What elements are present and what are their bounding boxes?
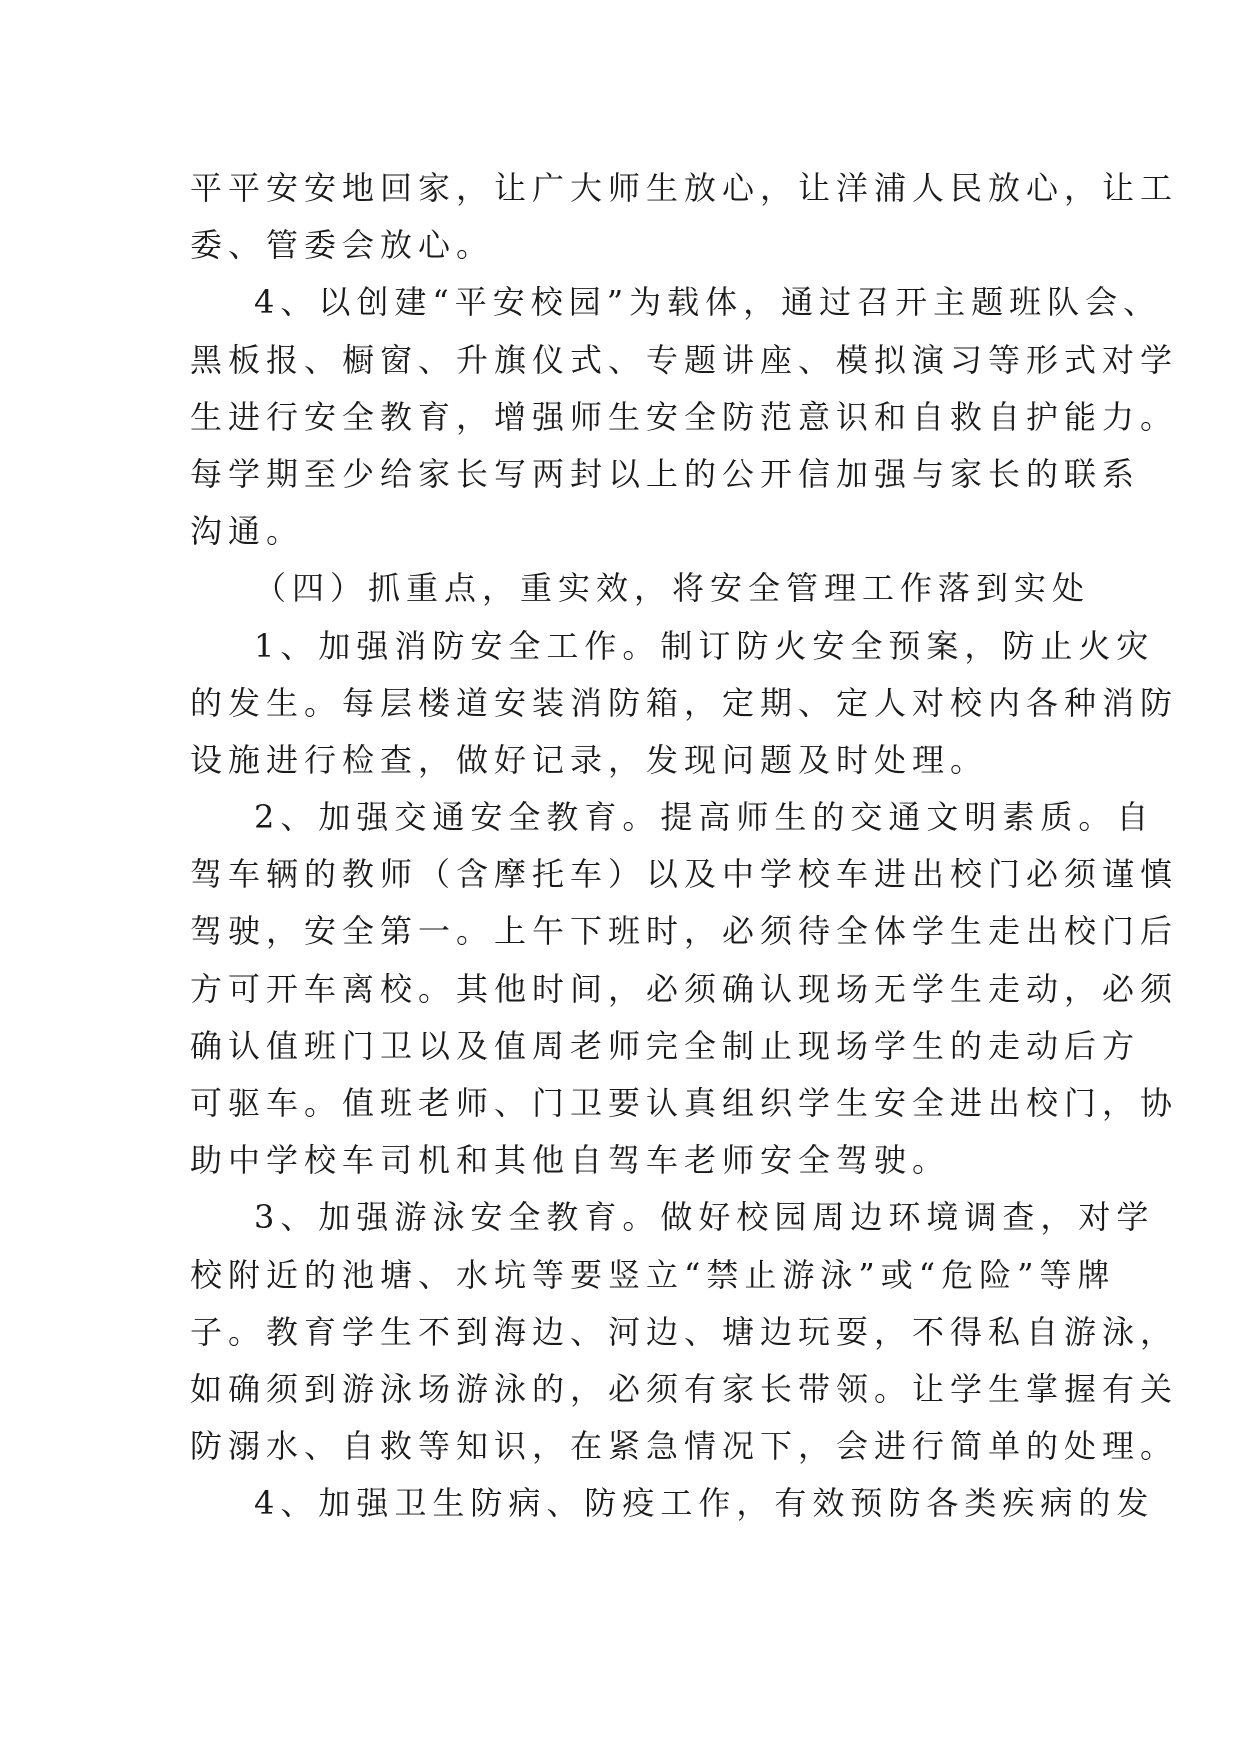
text-line: 如确须到游泳场游泳的，必须有家长带领。让学生掌握有关 [190,1369,1179,1408]
text-line: 黑板报、橱窗、升旗仪式、专题讲座、模拟演习等形式对学 [190,340,1179,379]
text-line: 设施进行检查，做好记录，发现问题及时处理。 [190,740,989,779]
text-line: 确认值班门卫以及值周老师完全制止现场学生的走动后方 [190,1026,1141,1065]
text-line: 防溺水、自救等知识，在紧急情况下，会进行简单的处理。 [190,1427,1179,1466]
text-line: 3、加强游泳安全教育。做好校园周边环境调查，对学 [254,1198,1155,1237]
text-line: 驾驶，安全第一。上午下班时，必须待全体学生走出校门后 [190,912,1179,951]
text-line: 助中学校车司机和其他自驾车老师安全驾驶。 [190,1141,951,1180]
text-line: 委、管委会放心。 [190,226,495,265]
text-line: 生进行安全教育，增强师生安全防范意识和自救自护能力。 [190,397,1179,436]
text-line: 1、加强消防安全工作。制订防火安全预案，防止火灾 [254,626,1155,665]
text-line: 可驱车。值班老师、门卫要认真组织学生安全进出校门，协 [190,1084,1179,1122]
text-line: 每学期至少给家长写两封以上的公开信加强与家长的联系 [190,454,1141,493]
section-heading: （四）抓重点，重实效，将安全管理工作落到实处 [254,569,1091,608]
text-line: 校附近的池塘、水坑等要竖立“禁止游泳”或“危险”等牌 [190,1255,1116,1294]
text-line: 2、加强交通安全教育。提高师生的交通文明素质。自 [254,798,1155,837]
text-line: 驾车辆的教师（含摩托车）以及中学校车进出校门必须谨慎 [190,855,1179,894]
text-line: 的发生。每层楼道安装消防箱，定期、定人对校内各种消防 [190,683,1179,722]
text-line: 子。教育学生不到海边、河边、塘边玩耍，不得私自游泳， [190,1312,1179,1351]
text-line: 4、以创建“平安校园”为载体，通过召开主题班队会、 [254,283,1162,322]
text-line: 方可开车离校。其他时间，必须确认现场无学生走动，必须 [190,969,1179,1008]
document-body [190,160,1179,1533]
text-line: 沟通。 [190,512,305,551]
text-line: 平平安安地回家，让广大师生放心，让洋浦人民放心，让工 [190,169,1179,207]
text-line: 4、加强卫生防病、防疫工作，有效预防各类疾病的发 [254,1484,1155,1523]
